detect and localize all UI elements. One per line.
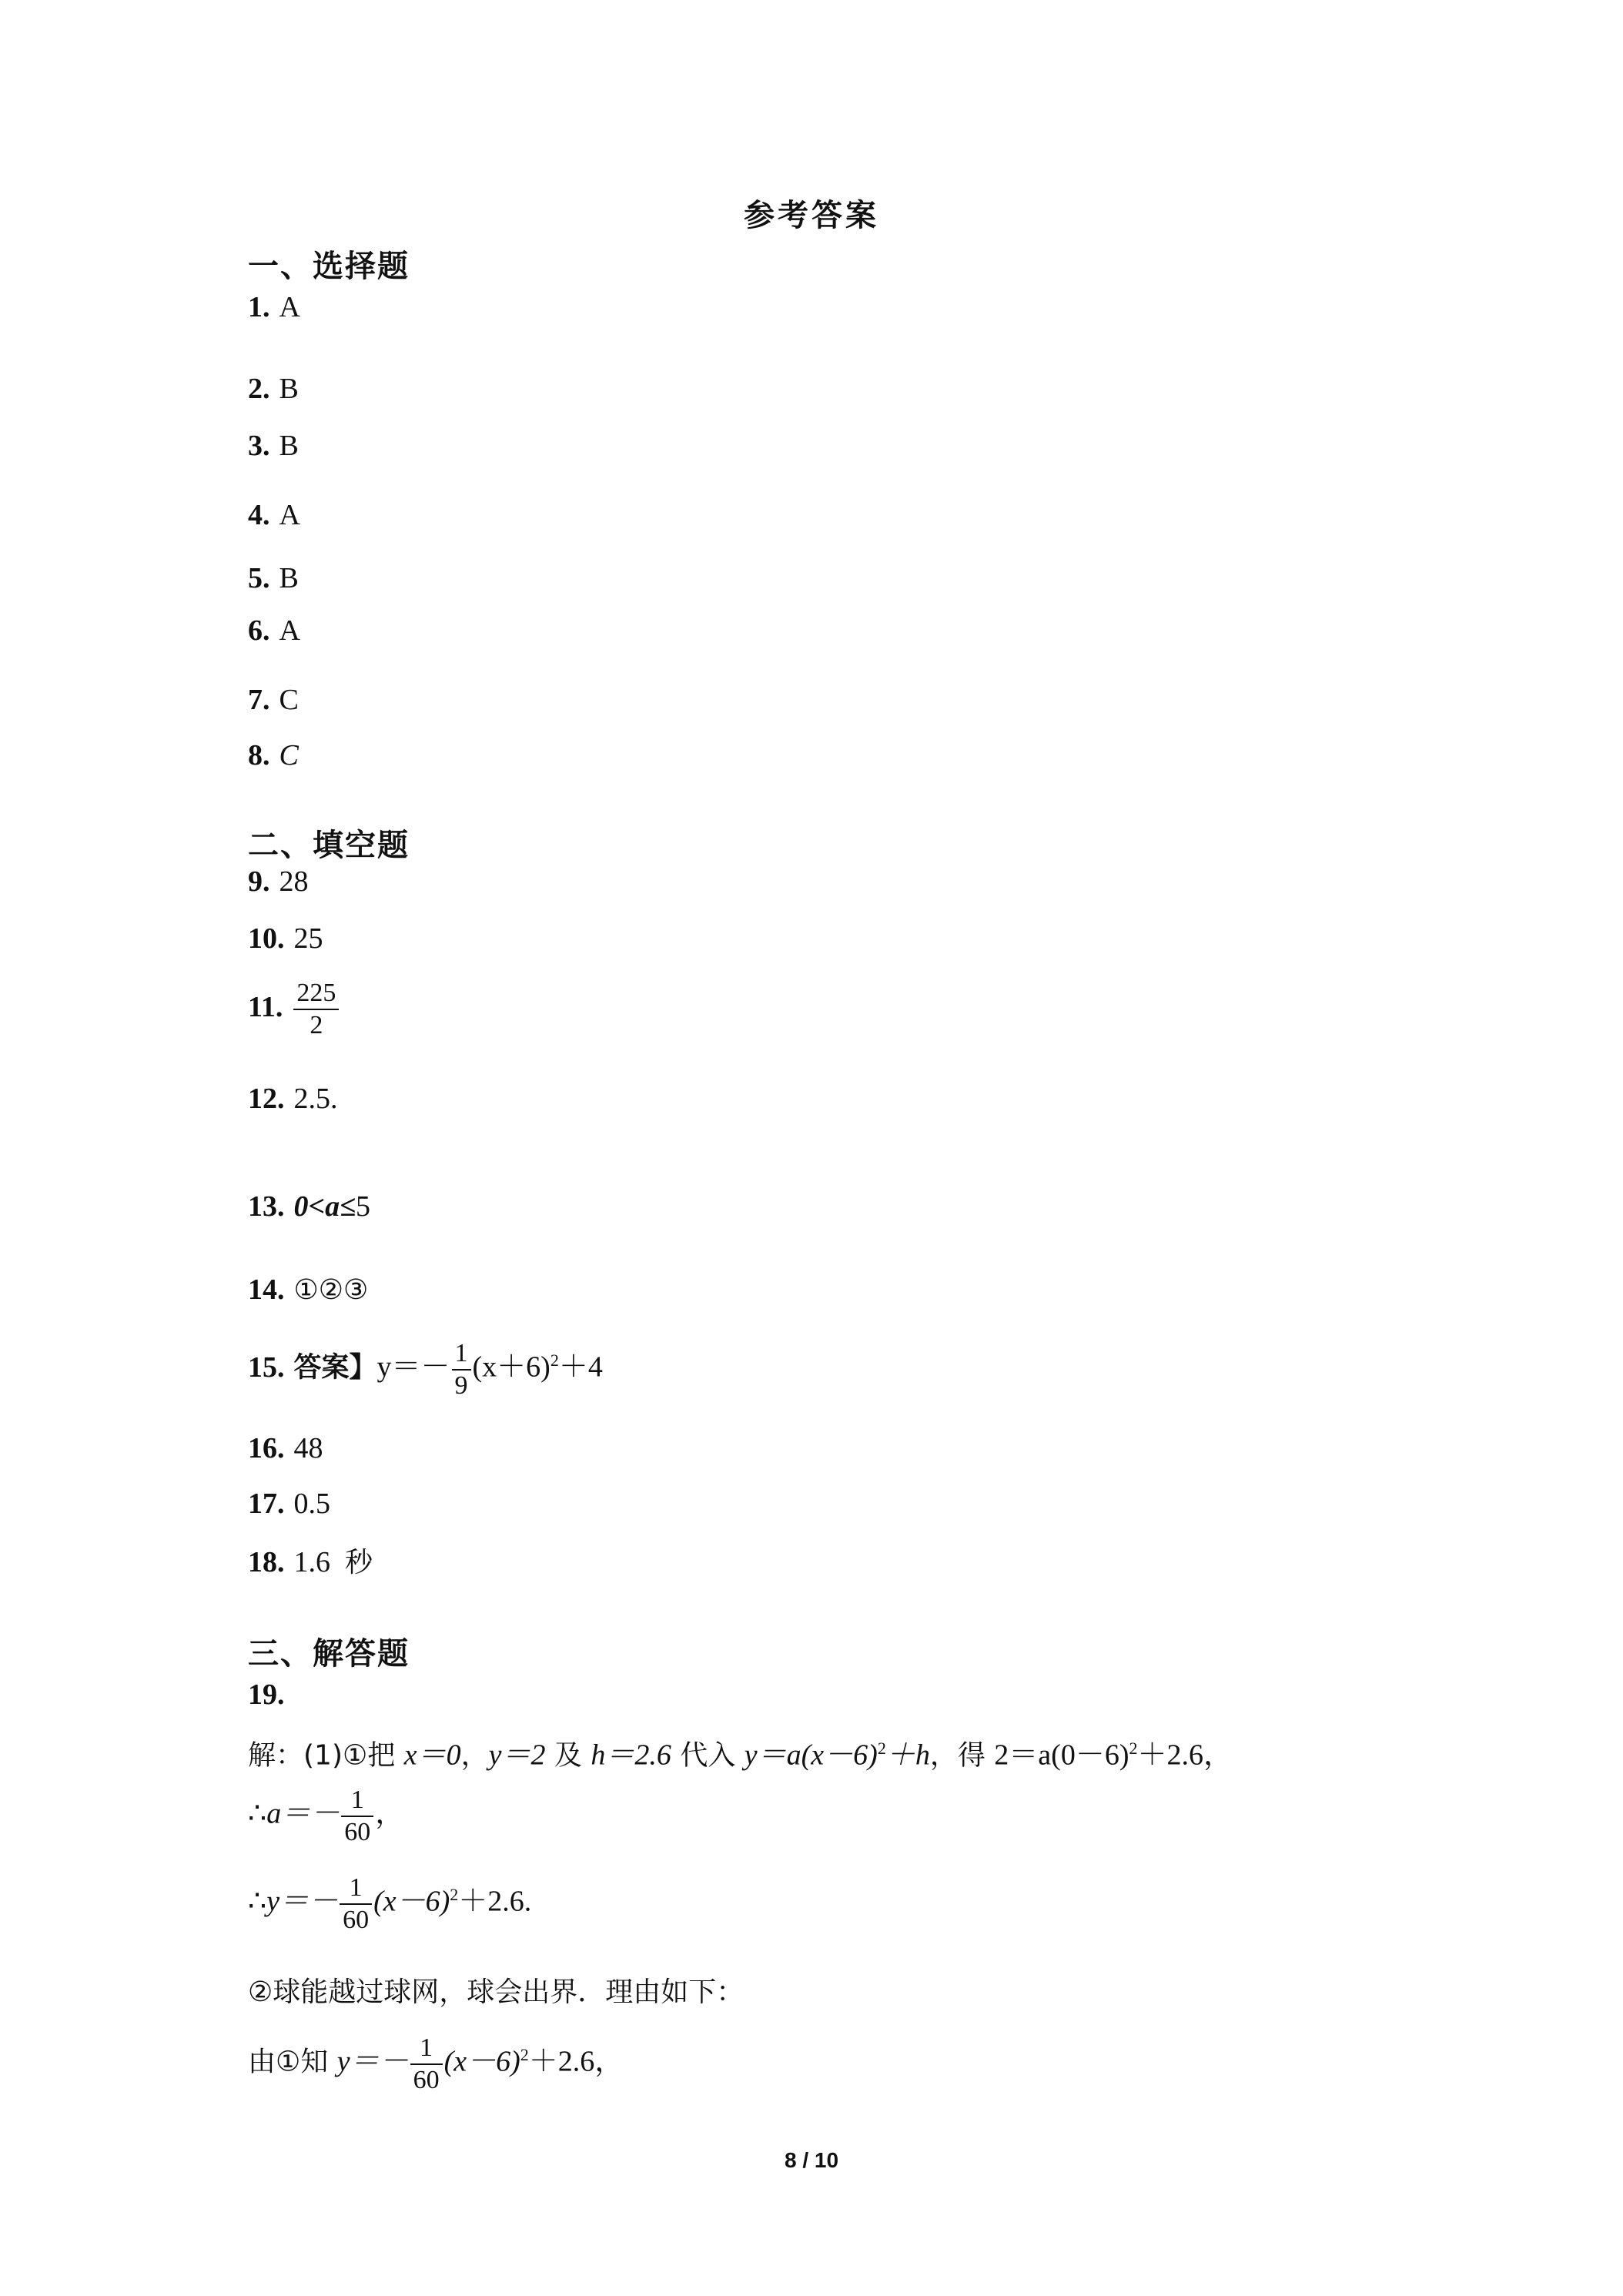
fraction <box>340 1873 372 1936</box>
solution-line-3 <box>248 1873 531 1936</box>
fraction-numerator: 225 <box>293 978 339 1010</box>
solution-text: 由①知 <box>248 2046 337 2078</box>
equation-rhs-tail: ＋4 <box>558 1350 603 1384</box>
solution-text: 及 <box>545 1739 591 1772</box>
answer-11 <box>248 978 340 1041</box>
solution-line-1 <box>248 1731 1233 1774</box>
equation-rhs: (x＋6) <box>472 1350 550 1384</box>
math-expression: ＋2.6， <box>1137 1739 1233 1772</box>
answer-value: ①②③ <box>293 1274 369 1306</box>
answer-value: 5 <box>356 1190 371 1223</box>
answer-2 <box>248 371 299 407</box>
math-expression: ＋2.6， <box>528 2045 624 2078</box>
answer-16 <box>248 1431 323 1466</box>
math-expression: y＝2 <box>488 1739 546 1772</box>
answer-7 <box>248 682 299 718</box>
answer-number: 13. <box>248 1190 285 1223</box>
answer-6 <box>248 613 300 648</box>
math-expression: y＝－ <box>336 2045 409 2078</box>
answer-value: B <box>279 430 299 462</box>
answer-value: 0.5 <box>293 1488 330 1520</box>
math-expression: ＋2.6. <box>458 1885 532 1918</box>
answer-4 <box>248 497 300 533</box>
answer-value: B <box>279 373 299 405</box>
answer-number: 3. <box>248 430 270 462</box>
answer-inequality: 0<a≤ <box>293 1190 356 1223</box>
fraction-numerator: 1 <box>341 1785 373 1817</box>
answer-number: 18. <box>248 1546 285 1578</box>
answer-12 <box>248 1081 338 1116</box>
answer-value: 25 <box>293 922 323 955</box>
answer-value: A <box>279 614 300 647</box>
fraction-denominator: 2 <box>310 1011 323 1039</box>
answer-number: 11. <box>248 990 283 1023</box>
fraction-numerator: 1 <box>410 2033 443 2065</box>
solution-text: ②球能越过球网，球会出界．理由如下： <box>248 1976 745 2008</box>
answer-value: 28 <box>279 865 309 898</box>
answer-value: 48 <box>293 1432 323 1464</box>
answer-number: 10. <box>248 922 285 955</box>
answer-number: 2. <box>248 373 270 405</box>
therefore-symbol: ∴ <box>248 1797 267 1830</box>
answer-value: C <box>279 739 299 771</box>
solution-text: 代入 <box>671 1739 745 1772</box>
answer-number: 8. <box>248 739 270 771</box>
math-expression: y＝a(x－6) <box>744 1739 878 1772</box>
exponent: 2 <box>450 1885 459 1905</box>
answer-value: B <box>279 562 299 594</box>
answer-prefix: 答案】 <box>293 1351 377 1384</box>
math-expression: a＝－ <box>266 1797 340 1830</box>
fraction <box>293 978 339 1041</box>
answer-number: 17. <box>248 1488 285 1520</box>
answer-8 <box>248 738 299 773</box>
fraction <box>410 2033 443 2096</box>
answer-3 <box>248 428 299 464</box>
answer-number: 1. <box>248 291 270 323</box>
section-heading-choice: 一、选择题 <box>248 249 410 284</box>
answer-number: 5. <box>248 562 270 594</box>
solution-text: ，得 <box>929 1739 995 1772</box>
answer-number: 14. <box>248 1274 285 1306</box>
math-expression: (x－6) <box>443 2045 520 2078</box>
answer-value: C <box>279 684 299 716</box>
answer-number: 16. <box>248 1432 285 1464</box>
page-title: 参考答案 <box>744 198 879 233</box>
exponent: 2 <box>1129 1739 1138 1758</box>
fraction <box>452 1338 471 1401</box>
fraction-denominator: 60 <box>344 1818 371 1846</box>
math-expression: x＝0 <box>403 1739 461 1772</box>
fraction-denominator: 60 <box>413 2066 440 2094</box>
section-heading-fill-in: 二、填空题 <box>248 828 410 863</box>
answer-number: 15. <box>248 1350 285 1384</box>
answer-value: 1.6 <box>293 1546 330 1578</box>
solution-text: 解：(1)①把 <box>248 1739 404 1772</box>
answer-13 <box>248 1189 370 1224</box>
answer-value: A <box>279 499 300 531</box>
fraction-numerator: 1 <box>340 1873 372 1905</box>
exponent: 2 <box>520 2045 529 2065</box>
math-expression: (x－6) <box>373 1885 450 1918</box>
page-number: 8 / 10 <box>784 2148 839 2172</box>
fraction-numerator: 1 <box>452 1338 471 1371</box>
solution-line-4 <box>248 1974 744 2010</box>
therefore-symbol: ∴ <box>248 1885 267 1918</box>
solution-line-5 <box>248 2033 624 2096</box>
answer-value: 2.5. <box>293 1083 338 1115</box>
answer-number: 19. <box>248 1678 285 1711</box>
section-heading-solutions: 三、解答题 <box>248 1636 410 1672</box>
equation-lhs: y＝－ <box>376 1350 450 1384</box>
solution-text: ， <box>460 1739 489 1772</box>
math-expression: ＋h <box>885 1739 930 1772</box>
answer-5 <box>248 561 299 596</box>
answer-19 <box>248 1677 294 1712</box>
answer-18 <box>248 1545 373 1581</box>
math-expression: y＝－ <box>266 1885 339 1918</box>
exponent: 2 <box>877 1739 886 1758</box>
answer-number: 4. <box>248 499 270 531</box>
fraction <box>341 1785 373 1848</box>
answer-number: 12. <box>248 1083 285 1115</box>
answer-number: 6. <box>248 614 270 647</box>
solution-line-2 <box>248 1785 404 1848</box>
answer-10 <box>248 921 323 956</box>
answer-value: A <box>279 291 300 323</box>
answer-17 <box>248 1486 330 1521</box>
fraction-denominator: 9 <box>454 1371 468 1400</box>
math-expression: 2＝a(0－6) <box>994 1739 1129 1772</box>
exponent: 2 <box>550 1350 559 1371</box>
math-expression: ， <box>375 1797 405 1830</box>
answer-14 <box>248 1272 368 1308</box>
fraction-denominator: 60 <box>343 1906 370 1934</box>
answer-number: 9. <box>248 865 270 898</box>
answer-number: 7. <box>248 684 270 716</box>
answer-unit: 秒 <box>345 1547 373 1578</box>
answer-1 <box>248 290 300 325</box>
answer-9 <box>248 864 309 899</box>
math-expression: h＝2.6 <box>591 1739 671 1772</box>
answer-15 <box>248 1338 603 1401</box>
